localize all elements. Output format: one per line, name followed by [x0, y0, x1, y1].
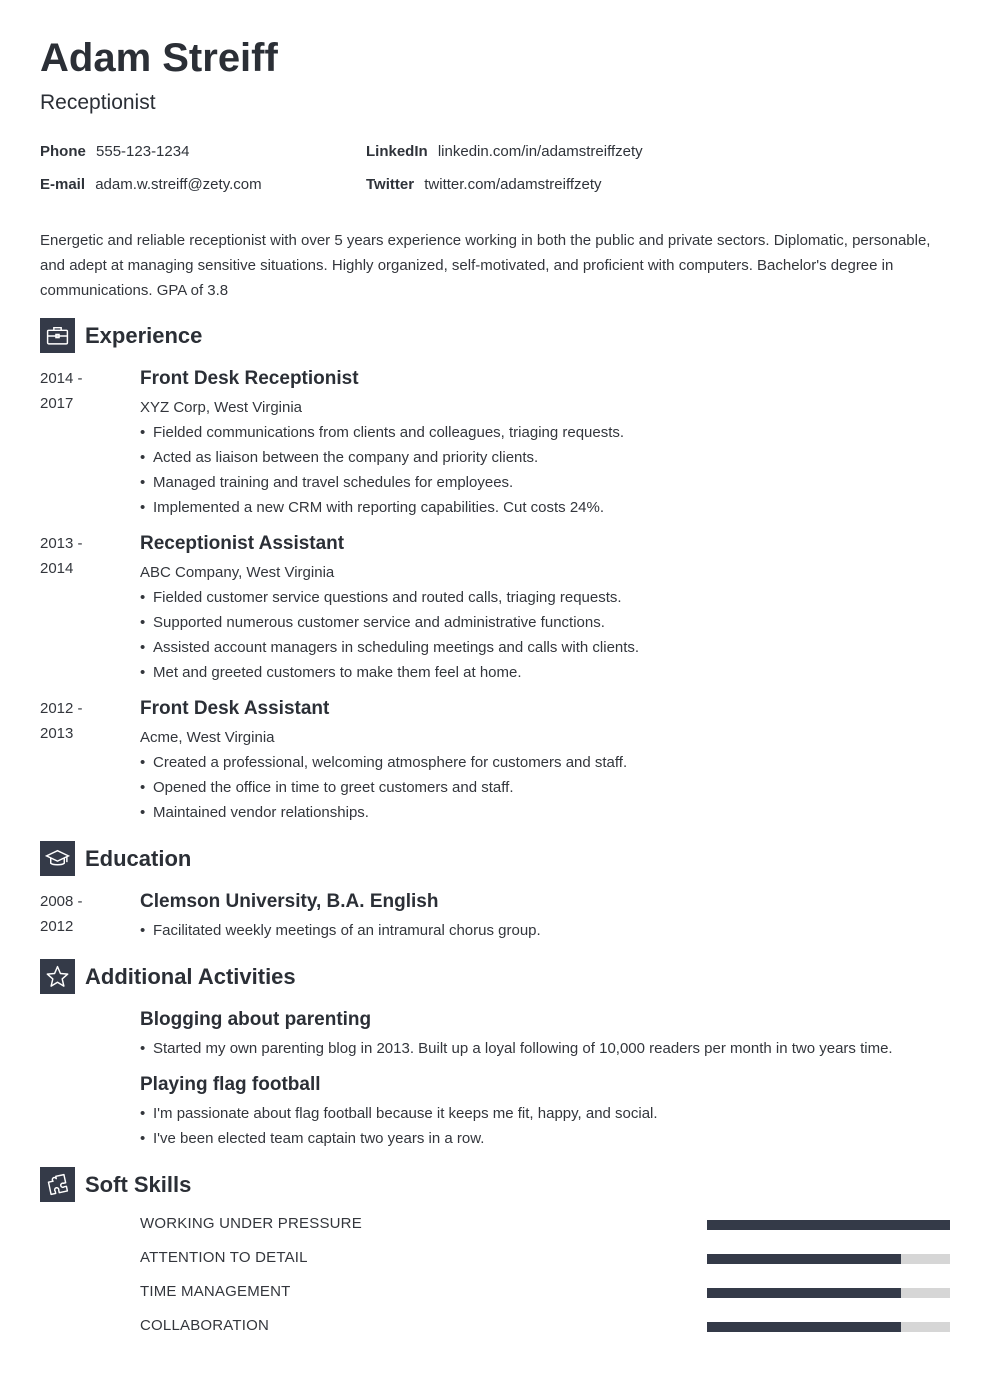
contact-linkedin-value[interactable]: linkedin.com/in/adamstreiffzety: [437, 143, 643, 160]
job-bullets: [140, 750, 627, 825]
contact-phone-value: 555-123-1234: [96, 143, 190, 160]
job-date: [40, 366, 120, 416]
job-title: Receptionist Assistant: [140, 533, 345, 554]
professional-summary: Energetic and reliable receptionist with over 5 years experience working in both the public and private sectors. Diplomatic, personable, and adept at managing sensitive situations. Highly organized, self-motivated, and proficient with computers. Bachelor's degree in communications. GPA of 3.8: [40, 232, 931, 299]
job-company: XYZ Corp, West Virginia: [140, 399, 303, 416]
activities-section-header: [40, 959, 296, 994]
experience-heading: Experience: [85, 322, 203, 348]
skill-level-fill: [707, 1254, 901, 1264]
job-date-start: 2014 -: [40, 370, 83, 387]
job-bullets: [140, 585, 639, 685]
skill-level-bar: [707, 1254, 950, 1264]
activity-title: Blogging about parenting: [140, 1009, 372, 1030]
job-bullets: [140, 420, 624, 520]
contact-twitter: [366, 176, 602, 193]
skill-name: WORKING UNDER PRESSURE: [140, 1215, 362, 1232]
skill-level-bar: [707, 1220, 950, 1230]
skill-level-fill: [707, 1220, 950, 1230]
education-heading: Education: [85, 845, 192, 871]
education-section-header: [40, 841, 191, 876]
job-bullet: • Met and greeted customers to make them feel at home.: [140, 660, 639, 685]
job-company: ABC Company, West Virginia: [140, 564, 335, 581]
job-title: Front Desk Assistant: [140, 698, 330, 719]
job-date: [40, 696, 120, 746]
skill-name: TIME MANAGEMENT: [140, 1283, 291, 1300]
education-bullets: [140, 918, 541, 943]
skill-name: ATTENTION TO DETAIL: [140, 1249, 308, 1266]
education-date: [40, 889, 120, 939]
skill-row: [140, 1283, 950, 1303]
education-title: Clemson University, B.A. English: [140, 891, 439, 912]
contact-twitter-label: Twitter: [366, 176, 415, 193]
contact-phone-label: Phone: [40, 143, 86, 160]
candidate-job-title: Receptionist: [40, 91, 156, 114]
education-bullet: • Facilitated weekly meetings of an intramural chorus group.: [140, 918, 541, 943]
job-bullet: • Fielded customer service questions and routed calls, triaging requests.: [140, 585, 639, 610]
candidate-name: Adam Streiff: [40, 36, 278, 80]
activities-heading: Additional Activities: [85, 963, 296, 989]
job-bullet: • Implemented a new CRM with reporting capabilities. Cut costs 24%.: [140, 495, 624, 520]
skill-level-fill: [707, 1288, 901, 1298]
job-bullet: • Supported numerous customer service and administrative functions.: [140, 610, 639, 635]
education-date-end: 2012: [40, 918, 74, 935]
contact-email-value[interactable]: adam.w.streiff@zety.com: [95, 176, 262, 193]
skill-level-bar: [707, 1322, 950, 1332]
activity-bullets: [140, 1101, 658, 1151]
job-bullet: • Opened the office in time to greet customers and staff.: [140, 775, 627, 800]
job-date-start: 2012 -: [40, 700, 83, 717]
job-date-end: 2017: [40, 395, 74, 412]
contact-linkedin: [366, 143, 643, 160]
job-date-end: 2013: [40, 725, 74, 742]
job-date: [40, 531, 120, 581]
job-bullet: • Fielded communications from clients and colleagues, triaging requests.: [140, 420, 624, 445]
skill-row: [140, 1317, 950, 1337]
skill-row: [140, 1215, 950, 1235]
skills-section-header: [40, 1167, 191, 1202]
skill-row: [140, 1249, 950, 1269]
activity-bullet: • I'm passionate about flag football because it keeps me fit, happy, and social.: [140, 1101, 658, 1126]
graduation-cap-icon: [40, 841, 75, 876]
briefcase-icon: [40, 318, 75, 353]
contact-twitter-value[interactable]: twitter.com/adamstreiffzety: [424, 176, 602, 193]
job-bullet: • Acted as liaison between the company and priority clients.: [140, 445, 624, 470]
contact-email-label: E-mail: [40, 176, 86, 193]
puzzle-piece-icon: [40, 1167, 75, 1202]
activity-bullet: • Started my own parenting blog in 2013. Built up a loyal following of 10,000 readers per month in two years time.: [140, 1036, 893, 1061]
skills-heading: Soft Skills: [85, 1171, 192, 1197]
skill-name: COLLABORATION: [140, 1317, 270, 1334]
activity-bullets: [140, 1036, 893, 1061]
skill-level-bar: [707, 1288, 950, 1298]
contact-phone: [40, 143, 189, 160]
job-title: Front Desk Receptionist: [140, 368, 359, 389]
contact-linkedin-label: LinkedIn: [366, 143, 428, 160]
job-bullet: • Managed training and travel schedules for employees.: [140, 470, 624, 495]
job-bullet: • Maintained vendor relationships.: [140, 800, 627, 825]
contact-email: [40, 176, 262, 193]
job-company: Acme, West Virginia: [140, 729, 275, 746]
job-bullet: • Created a professional, welcoming atmosphere for customers and staff.: [140, 750, 627, 775]
activity-title: Playing flag football: [140, 1074, 321, 1095]
star-icon: [40, 959, 75, 994]
job-date-start: 2013 -: [40, 535, 83, 552]
job-bullet: • Assisted account managers in scheduling meetings and calls with clients.: [140, 635, 639, 660]
education-date-start: 2008 -: [40, 893, 83, 910]
activity-bullet: • I've been elected team captain two years in a row.: [140, 1126, 658, 1151]
skill-level-fill: [707, 1322, 901, 1332]
experience-section-header: [40, 318, 202, 353]
job-date-end: 2014: [40, 560, 74, 577]
